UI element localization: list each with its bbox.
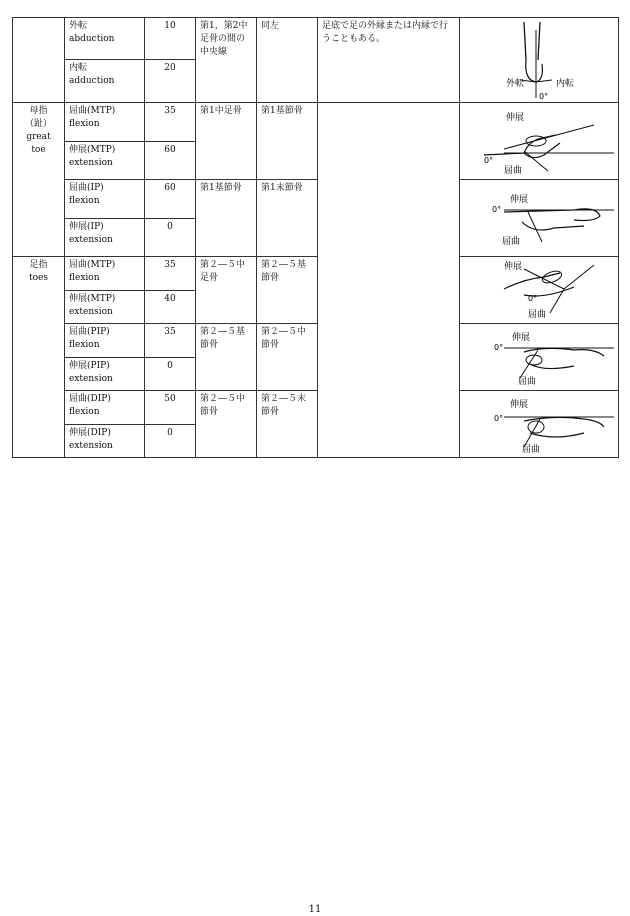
figure-label: 伸展 bbox=[510, 195, 529, 205]
toes-pip-figure bbox=[460, 324, 619, 391]
toes-dip-figure bbox=[460, 391, 619, 458]
normal-value-cell: 0 bbox=[145, 424, 196, 458]
figure-label: 屈曲 bbox=[528, 310, 547, 320]
movement-cell: 屈曲(MTP) flexion bbox=[65, 257, 145, 291]
basic-axis-cell: 第1中足骨 bbox=[196, 103, 257, 180]
figure-label: 屈曲 bbox=[522, 445, 541, 455]
movement-cell: 伸展(MTP) extension bbox=[65, 141, 145, 180]
part-cell-toes: 足指 toes bbox=[13, 257, 65, 458]
moving-axis-cell: 第２―５末節骨 bbox=[257, 391, 318, 458]
normal-value-cell: 50 bbox=[145, 391, 196, 425]
foot-abduction-adduction-figure bbox=[460, 18, 619, 103]
basic-axis-cell: 第1基節骨 bbox=[196, 180, 257, 257]
moving-axis-cell: 第２―５中節骨 bbox=[257, 324, 318, 391]
figure-label: 0° bbox=[539, 92, 549, 100]
note-cell: 足底で足の外縁または内縁で行うこともある。 bbox=[318, 18, 460, 103]
normal-value-cell: 0 bbox=[145, 357, 196, 391]
normal-value-cell: 10 bbox=[145, 18, 196, 60]
normal-value-cell: 20 bbox=[145, 59, 196, 102]
great-toe-ip-figure bbox=[460, 180, 619, 257]
movement-cell: 伸展(IP) extension bbox=[65, 218, 145, 257]
basic-axis-cell: 第２―５中足骨 bbox=[196, 257, 257, 324]
figure-label: 伸展 bbox=[506, 113, 525, 123]
range-of-motion-table bbox=[12, 17, 619, 458]
figure-label: 伸展 bbox=[512, 333, 531, 343]
figure-label: 0° bbox=[494, 343, 504, 352]
movement-cell: 屈曲(MTP) flexion bbox=[65, 103, 145, 142]
movement-cell: 伸展(DIP) extension bbox=[65, 424, 145, 458]
movement-cell: 伸展(MTP) extension bbox=[65, 290, 145, 324]
normal-value-cell: 60 bbox=[145, 141, 196, 180]
page-number: 11 bbox=[308, 904, 322, 915]
part-cell-empty bbox=[13, 18, 65, 103]
figure-label: 屈曲 bbox=[518, 377, 537, 387]
movement-cell: 屈曲(PIP) flexion bbox=[65, 324, 145, 358]
figure-label: 0° bbox=[528, 294, 538, 303]
note-cell-empty bbox=[318, 103, 460, 458]
moving-axis-cell: 第1基節骨 bbox=[257, 103, 318, 180]
figure-label: 0° bbox=[494, 414, 504, 423]
movement-cell: 屈曲(DIP) flexion bbox=[65, 391, 145, 425]
basic-axis-cell: 第1，第2中足骨の間の中央線 bbox=[196, 18, 257, 103]
figure-label: 0° bbox=[484, 156, 494, 165]
movement-cell: 伸展(PIP) extension bbox=[65, 357, 145, 391]
figure-label: 屈曲 bbox=[502, 237, 521, 247]
figure-label: 屈曲 bbox=[504, 166, 523, 176]
figure-label: 伸展 bbox=[510, 400, 529, 410]
basic-axis-cell: 第２―５基節骨 bbox=[196, 324, 257, 391]
figure-label: 0° bbox=[492, 205, 502, 214]
movement-cell: 内転 adduction bbox=[65, 59, 145, 102]
basic-axis-cell: 第２―５中節骨 bbox=[196, 391, 257, 458]
normal-value-cell: 0 bbox=[145, 218, 196, 257]
part-cell-great-toe: 母指 （趾） great toe bbox=[13, 103, 65, 257]
figure-label: 外転 bbox=[506, 79, 525, 89]
figure-label: 内転 bbox=[556, 79, 575, 89]
normal-value-cell: 35 bbox=[145, 324, 196, 358]
figure-label: 伸展 bbox=[504, 262, 523, 272]
moving-axis-cell: 同左 bbox=[257, 18, 318, 103]
moving-axis-cell: 第1末節骨 bbox=[257, 180, 318, 257]
normal-value-cell: 35 bbox=[145, 257, 196, 291]
normal-value-cell: 35 bbox=[145, 103, 196, 142]
movement-cell: 外転 abduction bbox=[65, 18, 145, 60]
movement-cell: 屈曲(IP) flexion bbox=[65, 180, 145, 219]
normal-value-cell: 40 bbox=[145, 290, 196, 324]
toes-mtp-figure bbox=[460, 257, 619, 324]
normal-value-cell: 60 bbox=[145, 180, 196, 219]
moving-axis-cell: 第２―５基節骨 bbox=[257, 257, 318, 324]
great-toe-mtp-figure bbox=[460, 103, 619, 180]
